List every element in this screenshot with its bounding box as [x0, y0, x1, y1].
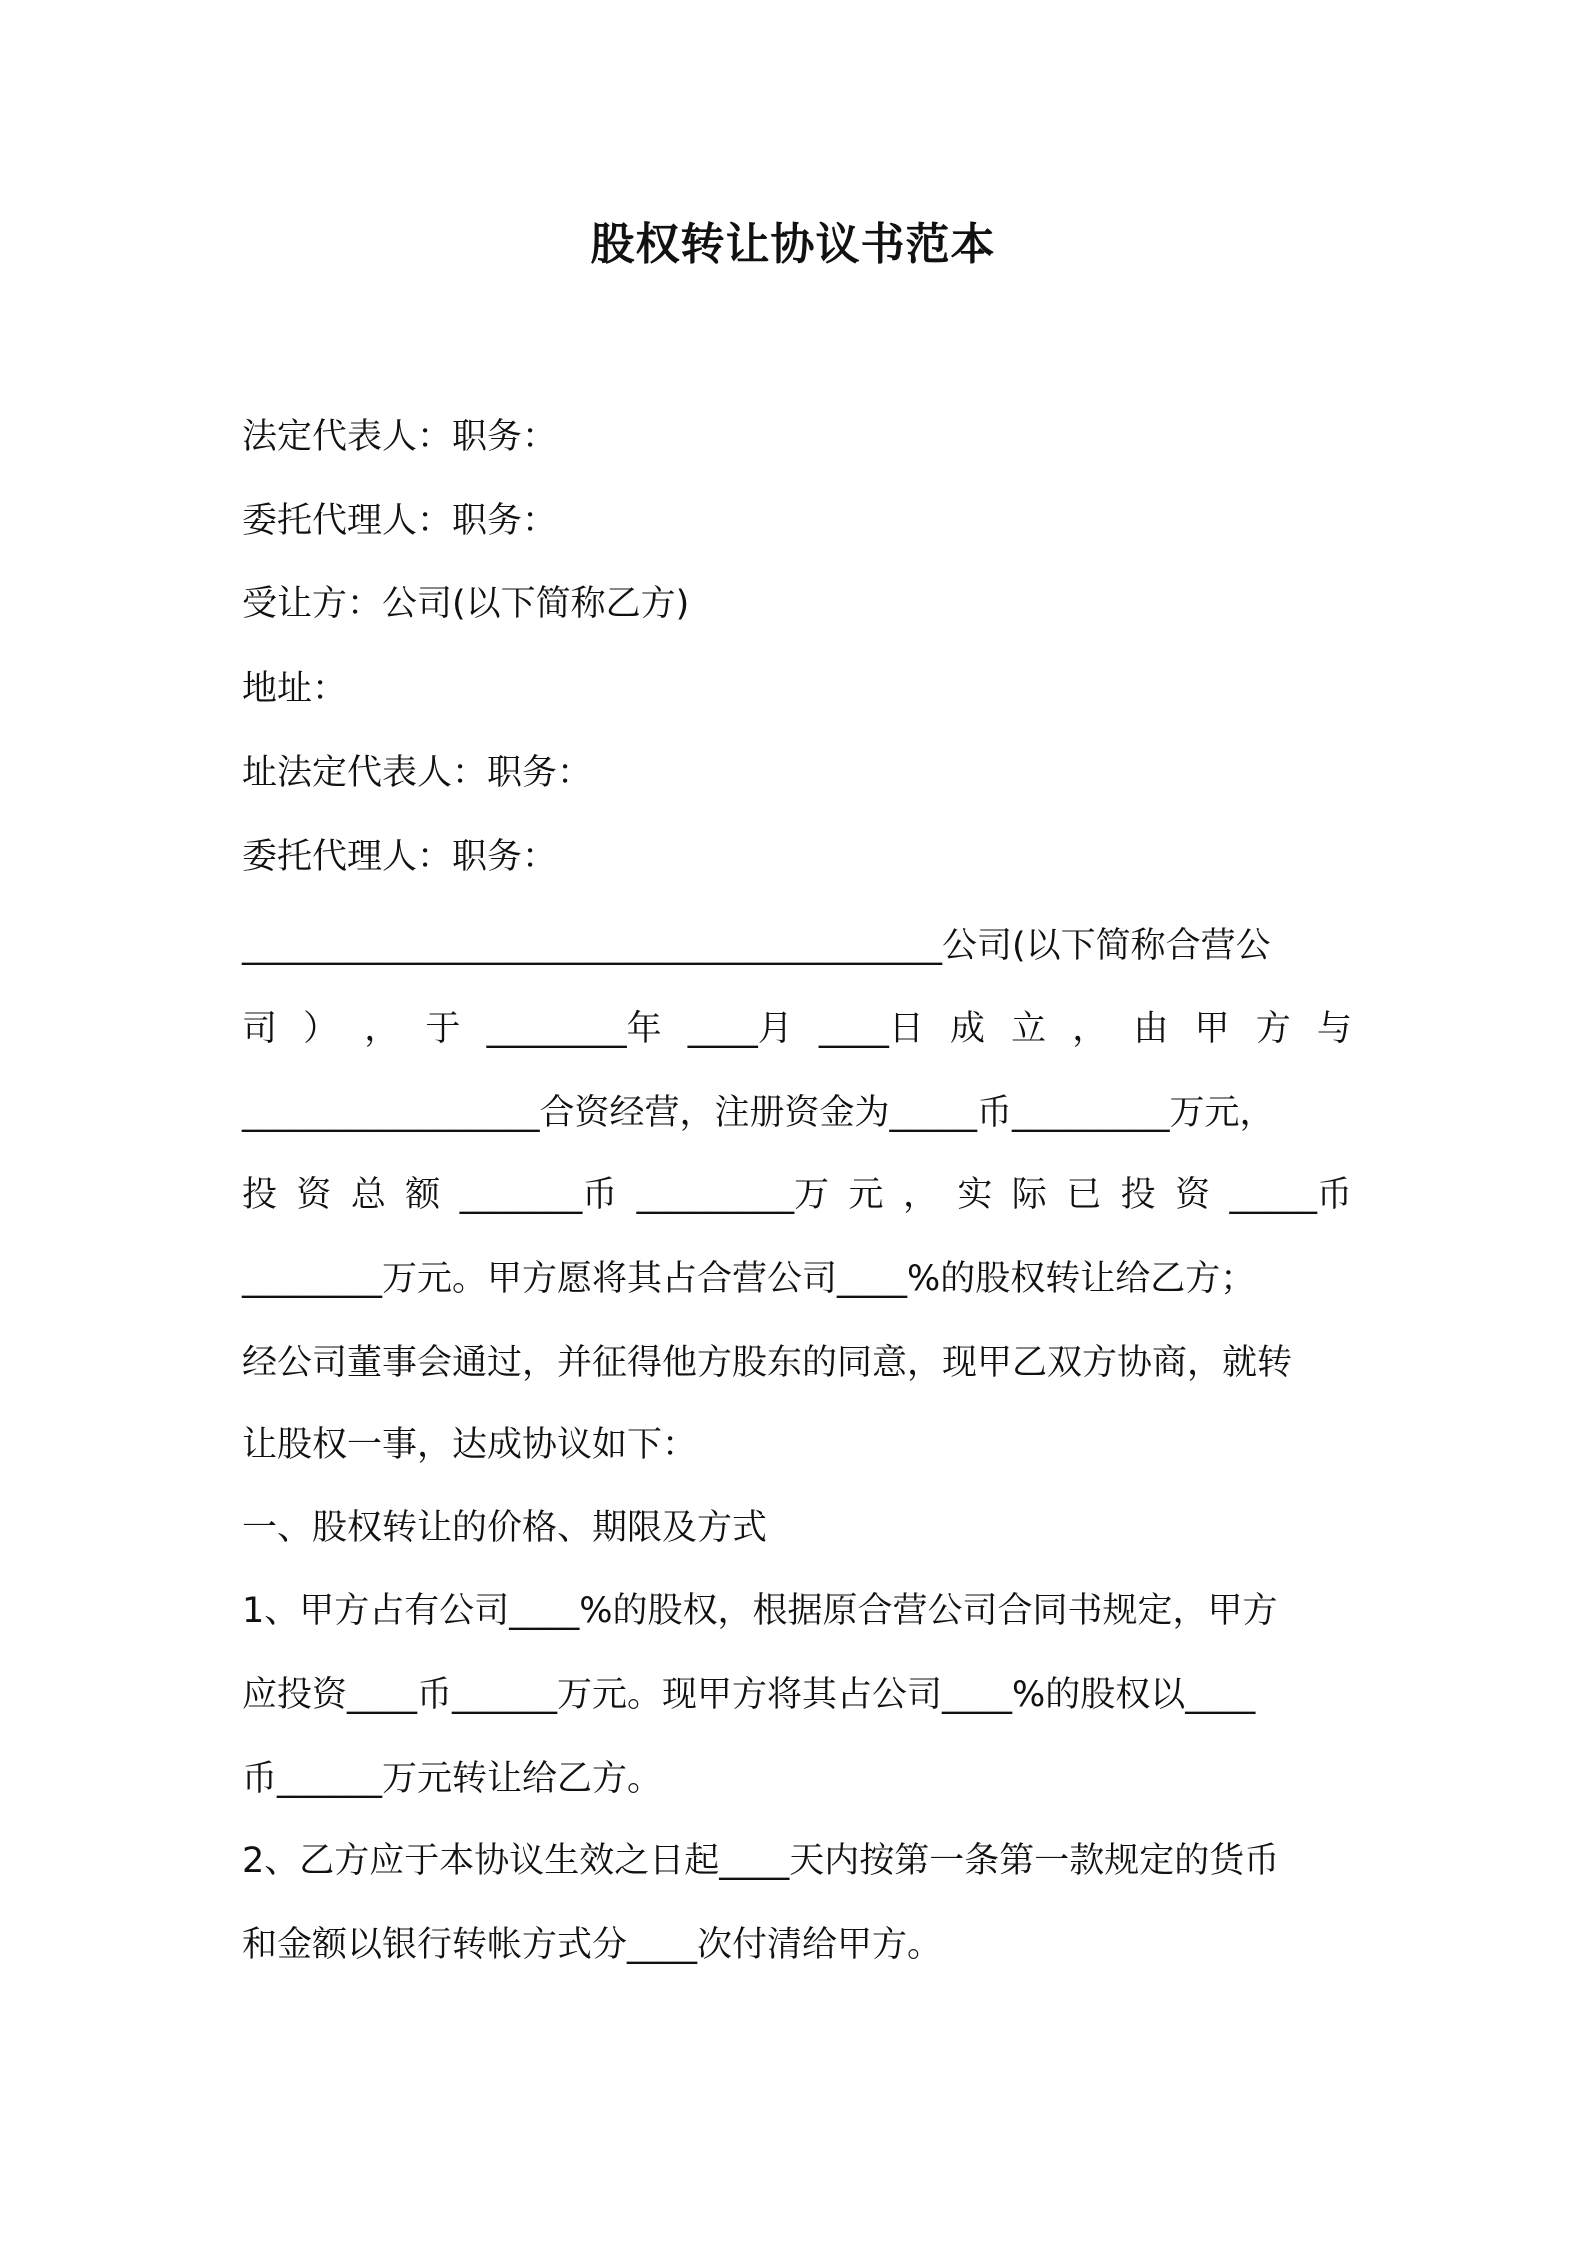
- text-segment: ____月: [687, 1009, 793, 1049]
- text-line-transferee: 受让方：公司(以下简称乙方): [242, 584, 690, 624]
- text-line-address: 地址：: [242, 669, 348, 709]
- text-line-established: [242, 1004, 1352, 1054]
- text-line-clause-2b: 和金额以银行转帐方式分____次付清给甲方。: [242, 1925, 943, 1965]
- text-segment: 与: [1316, 1009, 1352, 1049]
- text-segment: ，: [364, 1009, 400, 1049]
- text-segment: 成: [949, 1009, 985, 1049]
- text-segment: 总: [350, 1175, 386, 1215]
- text-line-agent-2: 委托代理人：职务：: [242, 837, 558, 877]
- text-segment: 司: [242, 1009, 278, 1049]
- text-segment: 于: [425, 1009, 461, 1049]
- text-segment: _____币: [1229, 1175, 1352, 1215]
- text-line-clause-2a: 2、乙方应于本协议生效之日起____天内按第一条第一款规定的货币: [242, 1841, 1280, 1881]
- text-line-clause-1a: 1、甲方占有公司____%的股权，根据原合营公司合同书规定，甲方: [242, 1591, 1278, 1631]
- document-title: 股权转让协议书范本: [590, 219, 996, 270]
- text-line-clause-1c: 币______万元转让给乙方。: [242, 1759, 663, 1799]
- text-segment: 立: [1011, 1009, 1047, 1049]
- text-segment: ，: [1072, 1009, 1108, 1049]
- text-segment: 额: [405, 1175, 441, 1215]
- text-segment: 由: [1133, 1009, 1169, 1049]
- text-segment: 投: [242, 1175, 278, 1215]
- text-line-address-legal-rep: 址法定代表人：职务：: [242, 753, 593, 793]
- text-segment: 资: [1175, 1175, 1211, 1215]
- text-line-board-approval: 经公司董事会通过，并征得他方股东的同意，现甲乙双方协商，就转: [242, 1343, 1293, 1383]
- text-line-joint-venture: ________________________________________公司(以下简称合营公: [242, 926, 1271, 966]
- text-segment: 投: [1120, 1175, 1156, 1215]
- text-segment: 际: [1011, 1175, 1047, 1215]
- text-segment: 甲: [1194, 1009, 1230, 1049]
- section-heading-price: 一、股权转让的价格、期限及方式: [242, 1508, 768, 1548]
- text-segment: 元: [848, 1175, 884, 1215]
- text-segment: ）: [303, 1009, 339, 1049]
- text-segment: 资: [296, 1175, 332, 1215]
- text-segment: 实: [957, 1175, 993, 1215]
- text-line-legal-rep: 法定代表人：职务：: [242, 417, 558, 457]
- text-line-agreement: 让股权一事，达成协议如下：: [242, 1425, 698, 1465]
- text-line-registered-capital: _________________合资经营，注册资金为_____币_________万元，: [242, 1093, 1275, 1133]
- text-segment: 已: [1066, 1175, 1102, 1215]
- text-line-clause-1b: 应投资____币______万元。现甲方将其占公司____%的股权以____: [242, 1675, 1256, 1715]
- text-line-transfer-share: ________万元。甲方愿将其占合营公司____%的股权转让给乙方；: [242, 1259, 1256, 1299]
- text-segment: ，: [902, 1175, 938, 1215]
- text-segment: ____日: [818, 1009, 924, 1049]
- text-segment: _______币: [459, 1175, 618, 1215]
- text-line-agent: 委托代理人：职务：: [242, 501, 558, 541]
- text-segment: 方: [1255, 1009, 1291, 1049]
- text-line-total-investment: [242, 1170, 1352, 1220]
- text-segment: ________年: [486, 1009, 662, 1049]
- text-segment: _________万: [636, 1175, 830, 1215]
